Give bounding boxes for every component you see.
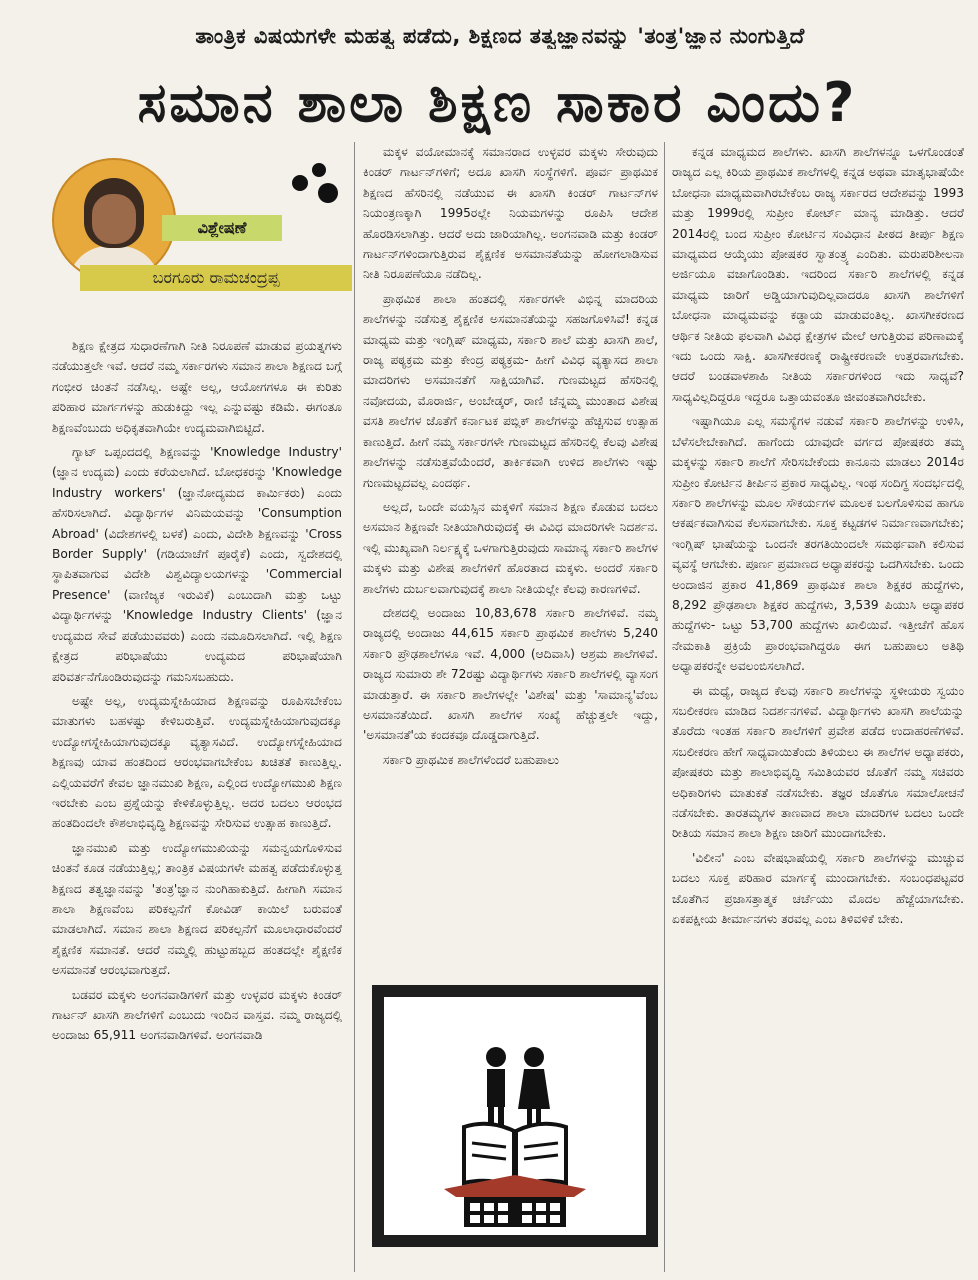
headline: ಸಮಾನ ಶಾಲಾ ಶಿಕ್ಷಣ ಸಾಕಾರ ಎಂದು?	[137, 71, 858, 134]
author-name: ಬರಗೂರು ರಾಮಚಂದ್ರಪ್ಪ	[80, 265, 352, 291]
column-divider	[664, 142, 665, 1272]
kicker-line: ತಾಂತ್ರಿಕ ವಿಷಯಗಳೇ ಮಹತ್ವ ಪಡೆದು, ಶಿಕ್ಷಣದ ತತ್ವಜ್ಞಾನವನ್ನು 'ತಂತ್ರ'ಜ್ಞಾನ ನುಂಗುತ್ತಿದೆ	[195, 24, 805, 48]
paragraph: ಕನ್ನಡ ಮಾಧ್ಯಮದ ಶಾಲೆಗಳು. ಖಾಸಗಿ ಶಾಲೆಗಳನ್ನೂ ಒಳಗೊಂಡಂತೆ ರಾಜ್ಯದ ಎಲ್ಲ ಕಿರಿಯ ಪ್ರಾಥಮಿಕ ಶಾಲೆಗಳಲ್ಲಿ ಕನ್ನಡ ಅಥವಾ ಮಾತೃಭಾಷೆಯೇ ಬೋಧನಾ ಮಾಧ್ಯಮವಾಗಿರಬೇಕೆಂಬ ರಾಜ್ಯ ಸರ್ಕಾರದ ಆದೇಶವನ್ನು 1993 ಮತ್ತು 1999ರಲ್ಲಿ ಸುಪ್ರೀಂ ಕೋರ್ಟ್ ಮಾನ್ಯ ಮಾಡಿತ್ತು. ಆದರೆ 2014ರಲ್ಲಿ ಬಂದ ಸುಪ್ರೀಂ ಕೋರ್ಟಿನ ಸಂವಿಧಾನ ಪೀಠದ ತೀರ್ಪು ಶಿಕ್ಷಣ ಮಾಧ್ಯಮದ ಆಯ್ಕೆಯು ಪೋಷಕರ ಸ್ವಾತಂತ್ರ್ಯ ಎಂದಿತು. ಮರುಪರಿಶೀಲನಾ ಅರ್ಜಿಯೂ ವಜಾಗೊಂಡಿತು. ಇದರಿಂದ ಸರ್ಕಾರಿ ಶಾಲೆಗಳಲ್ಲಿ ಕನ್ನಡ ಮಾಧ್ಯಮ ಜಾರಿಗೆ ಅಡ್ಡಿಯಾಗುವುದಿಲ್ಲವಾದರೂ ಖಾಸಗಿ ಶಾಲೆಗಳಿಗೆ ಬೋಧನಾ ಮಾಧ್ಯಮವನ್ನು ಕಡ್ಡಾಯ ಮಾಡುವಂತಿಲ್ಲ. ಖಾಸಗೀಕರಣದ ಆರ್ಥಿಕ ನೀತಿಯ ಫಲವಾಗಿ ವಿವಿಧ ಕ್ಷೇತ್ರಗಳ ಮೇಲೆ ಆಗುತ್ತಿರುವ ಪರಿಣಾಮಕ್ಕೆ ಇದು ಒಂದು ಸಾಕ್ಷಿ. ಖಾಸಗೀಕರಣಕ್ಕೆ ರಾಷ್ಟ್ರೀಕರಣವೇ ಉತ್ತರವಾಗಬೇಕು. ಆದರೆ ಬಂಡವಾಳಶಾಹಿ ನೀತಿಯ ಸರ್ಕಾರಗಳಿಂದ ಇದು ಸಾಧ್ಯವೆ? ಸಾಧ್ಯವಿಲ್ಲದಿದ್ದರೂ ಇದ್ದರೂ ಒತ್ತಾಯವಂತೂ ಜೀವಂತವಾಗಿರಬೇಕು.	[672, 145, 964, 404]
author-photo	[52, 158, 176, 282]
children-reading-book-icon	[372, 985, 658, 1247]
paragraph: ಜ್ಞಾನಮುಖಿ ಮತ್ತು ಉದ್ಯೋಗಮುಖಿಯನ್ನು ಸಮನ್ವಯಗೊಳಿಸುವ ಚಿಂತನೆ ಕೂಡ ನಡೆಯುತ್ತಿಲ್ಲ; ತಾಂತ್ರಿಕ ವಿಷಯಗಳೇ ಮಹತ್ವ ಪಡೆದುಕೊಳ್ಳುತ್ತ ಶಿಕ್ಷಣದ ತತ್ವಜ್ಞಾನವನ್ನು 'ತಂತ್ರ'ಜ್ಞಾನ ನುಂಗಿಹಾಕುತ್ತಿದೆ. ಹೀಗಾಗಿ ಸಮಾನ ಶಾಲಾ ಶಿಕ್ಷಣವೆಂಬ ಪರಿಕಲ್ಪನೆಗೆ ಕೋವಿಡ್ ಕಾಯಿಲೆ ಬರುವಂತೆ ಮಾಡಲಾಗಿದೆ. ಸಮಾನ ಶಾಲಾ ಶಿಕ್ಷಣದ ಪರಿಕಲ್ಪನೆಗೆ ಮೂಲಾಧಾರವೆಂದರೆ ಶೈಕ್ಷಣಿಕ ಸಮಾನತೆ. ಆದರೆ ನಮ್ಮಲ್ಲಿ ಹುಟ್ಟುಹಬ್ಬದ ಹಂತದಲ್ಲೇ ಶೈಕ್ಷಣಿಕ ಅಸಮಾನತೆ ಆರಂಭವಾಗುತ್ತದೆ.	[52, 840, 342, 978]
article-column-2	[363, 142, 658, 972]
paragraph: ಈ ಮಧ್ಯೆ, ರಾಜ್ಯದ ಕೆಲವು ಸರ್ಕಾರಿ ಶಾಲೆಗಳನ್ನು ಸ್ಥಳೀಯರು ಸ್ವಯಂ ಸಬಲೀಕರಣ ಮಾಡಿದ ನಿದರ್ಶನಗಳಿವೆ. ವಿದ್ಯಾರ್ಥಿಗಳು ಖಾಸಗಿ ಶಾಲೆಯನ್ನು ತೊರೆದು ಇಂತಹ ಸರ್ಕಾರಿ ಶಾಲೆಗಳಿಗೆ ಪ್ರವೇಶ ಪಡೆದ ಉದಾಹರಣೆಗಳಿವೆ. ಸಬಲೀಕರಣ ಹೇಗೆ ಸಾಧ್ಯವಾಯಿತೆಂದು ತಿಳಿಯಲು ಈ ಶಾಲೆಗಳ ಅಧ್ಯಾಪಕರು, ಪೋಷಕರು ಮತ್ತು ಶಾಲಾಭಿವೃದ್ಧಿ ಸಮಿತಿಯವರ ಜೊತೆಗೆ ನಮ್ಮ ಸಚಿವರು ಅಧಿಕಾರಿಗಳು ಮಾತುಕತೆ ನಡೆಸಬೇಕು. ತಜ್ಞರ ಜೊತೆಗೂ ಸಮಾಲೋಚನೆ ನಡೆಸಬೇಕು. ತಾರತಮ್ಯಗಳ ತಾಣವಾದ ಶಾಲಾ ಮಾದರಿಗಳ ಬದಲು ಒಂದೇ ರೀತಿಯ ಸಮಾನ ಶಾಲಾ ಶಿಕ್ಷಣ ಜಾರಿಗೆ ಮುಂದಾಗಬೇಕು.	[672, 683, 964, 841]
paragraph: ಶಿಕ್ಷಣ ಕ್ಷೇತ್ರದ ಸುಧಾರಣೆಗಾಗಿ ನೀತಿ ನಿರೂಪಣೆ ಮಾಡುವ ಪ್ರಯತ್ನಗಳು ನಡೆಯುತ್ತಲೇ ಇವೆ. ಆದರೆ ನಮ್ಮ ಸರ್ಕಾರಗಳು ಸಮಾನ ಶಾಲಾ ಶಿಕ್ಷಣದ ಬಗ್ಗೆ ಗಂಭೀರ ಚಿಂತನೆ ನಡೆಸಿಲ್ಲ. ಅಷ್ಟೇ ಅಲ್ಲ, ಆಯೋಗಗಳೂ ಈ ಕುರಿತು ಪರಿಹಾರ ಮಾರ್ಗಗಳನ್ನು ಹುಡುಕಿದ್ದು ಇಲ್ಲ ಎನ್ನುವಷ್ಟು ಕಡಿಮೆ. ಈಗಂತೂ ಶಿಕ್ಷಣವೆಂಬುದು ಅಧಿಕೃತವಾಗಿಯೇ ಉದ್ಯಮವಾಗಿಬಿಟ್ಟಿದೆ.	[52, 339, 342, 435]
article-column-3	[672, 142, 964, 1274]
paragraph: ಅಷ್ಟೇ ಅಲ್ಲ, ಉದ್ಯಮಸ್ನೇಹಿಯಾದ ಶಿಕ್ಷಣವನ್ನು ರೂಪಿಸಬೇಕೆಂಬ ಮಾತುಗಳು ಬಹಳಷ್ಟು ಕೇಳಿಬರುತ್ತಿವೆ. ಉದ್ಯಮಸ್ನೇಹಿಯಾಗುವುದಕ್ಕೂ ಉದ್ಯೋಗಸ್ನೇಹಿಯಾಗುವುದಕ್ಕೂ ವ್ಯತ್ಯಾಸವಿದೆ. ಉದ್ಯೋಗಸ್ನೇಹಿಯಾದ ಶಿಕ್ಷಣವು ಯಾವ ಹಂತದಿಂದ ಆರಂಭವಾಗಬೇಕೆಂಬ ಖಚಿತತೆ ಕಾಣುತ್ತಿಲ್ಲ. ಎಲ್ಲಿಯವರೆಗೆ ಕೇವಲ ಜ್ಞಾನಮುಖಿ ಶಿಕ್ಷಣ, ಎಲ್ಲಿಂದ ಉದ್ಯೋಗಮುಖಿ ಶಿಕ್ಷಣ ಇರಬೇಕು ಎಂಬ ಪ್ರಶ್ನೆಯನ್ನು ಕೇಳಿಕೊಳ್ಳುತ್ತಿಲ್ಲ. ಅದರ ಬದಲು ಆರಂಭದ ಹಂತದಿಂದಲೇ ಕೌಶಲಾಭಿವೃದ್ಧಿ ಶಿಕ್ಷಣವನ್ನು ಸೇರಿಸುವ ಉತ್ಸಾಹ ಕಾಣುತ್ತಿದೆ.	[52, 693, 342, 831]
paragraph: ಸರ್ಕಾರಿ ಪ್ರಾಥಮಿಕ ಶಾಲೆಗಳೆಂದರೆ ಬಹುಪಾಲು	[383, 752, 560, 767]
paragraph: ಅಲ್ಲದೆ, ಒಂದೇ ವಯಸ್ಸಿನ ಮಕ್ಕಳಿಗೆ ಸಮಾನ ಶಿಕ್ಷಣ ಕೊಡುವ ಬದಲು ಅಸಮಾನ ಶಿಕ್ಷಣವೇ ನೀತಿಯಾಗಿರುವುದಕ್ಕೆ ಈ ವಿವಿಧ ಮಾದರಿಗಳೇ ನಿದರ್ಶನ. ಇಲ್ಲಿ ಮುಖ್ಯವಾಗಿ ನಿರ್ಲಕ್ಷ್ಯಕ್ಕೆ ಒಳಗಾಗುತ್ತಿರುವುದು ಸಾಮಾನ್ಯ ಸರ್ಕಾರಿ ಶಾಲೆಗಳ ಮಕ್ಕಳು ಮತ್ತು ವಿಶೇಷ ಶಾಲೆಗಳಿಗೆ ಹೊರತಾದ ಮಕ್ಕಳು. ಅಂದರೆ ಸರ್ಕಾರಿ ಶಾಲೆಗಳು ದುರ್ಬಲವಾಗುವುದಕ್ಕೆ ಶಾಲಾ ನೀತಿಯಲ್ಲೇ ಕೆಲವು ಕಾರಣಗಳಿವೆ.	[363, 499, 658, 596]
paragraph: 'ವಿಲೀನ' ಎಂಬ ವೇಷಭಾಷೆಯಲ್ಲಿ ಸರ್ಕಾರಿ ಶಾಲೆಗಳನ್ನು ಮುಚ್ಚುವ ಬದಲು ಸೂಕ್ತ ಪರಿಹಾರ ಮಾರ್ಗಕ್ಕೆ ಮುಂದಾಗಬೇಕು. ಸಂಬಂಧಪಟ್ಟವರ ಜೊತೆಗಿನ ಪ್ರಜಾಸತ್ತಾತ್ಮಕ ಚರ್ಚೆಯು ಮೊದಲ ಹೆಜ್ಜೆಯಾಗಬೇಕು. ಏಕಪಕ್ಷೀಯ ತೀರ್ಮಾನಗಳು ತರವಲ್ಲ ಎಂಬ ತಿಳಿವಳಿಕೆ ಬೇಕು.	[672, 850, 964, 927]
column-tag: ವಿಶ್ಲೇಷಣೆ	[162, 215, 282, 241]
paragraph: ಇಷ್ಟಾಗಿಯೂ ಎಲ್ಲ ಸಮಸ್ಯೆಗಳ ನಡುವೆ ಸರ್ಕಾರಿ ಶಾಲೆಗಳನ್ನು ಉಳಿಸಿ, ಬೆಳೆಸಲೇಬೇಕಾಗಿದೆ. ಹಾಗೆಂದು ಯಾವುದೇ ವರ್ಗದ ಪೋಷಕರು ತಮ್ಮ ಮಕ್ಕಳನ್ನು ಸರ್ಕಾರಿ ಶಾಲೆಗೆ ಸೇರಿಸಬೇಕೆಂದು ಕಾನೂನು ಮಾಡಲು 2014ರ ಸುಪ್ರೀಂ ಕೋರ್ಟಿನ ತೀರ್ಪಿನ ಪ್ರಕಾರ ಸಾಧ್ಯವಿಲ್ಲ. ಇಂಥ ಸಂದಿಗ್ಧ ಸಂದರ್ಭದಲ್ಲಿ ಸರ್ಕಾರಿ ಶಾಲೆಗಳನ್ನು ಮೂಲ ಸೌಕರ್ಯಗಳ ಮೂಲಕ ಬಲಗೊಳಿಸುವ ಹಾಗೂ ಆಕರ್ಷಕವಾಗಿಸುವ ಕೆಲಸವಾಗಬೇಕು. ಸೂಕ್ತ ಕಟ್ಟಡಗಳ ನಿರ್ಮಾಣವಾಗಬೇಕು; ಇಂಗ್ಲಿಷ್ ಭಾಷೆಯನ್ನು ಒಂದನೇ ತರಗತಿಯಿಂದಲೇ ಸಮರ್ಥವಾಗಿ ಕಲಿಸುವ ವ್ಯವಸ್ಥೆ ಆಗಬೇಕು. ಪೂರ್ಣ ಪ್ರಮಾಣದ ಅಧ್ಯಾಪಕರನ್ನು ಒದಗಿಸಬೇಕು. ಒಂದು ಅಂದಾಜಿನ ಪ್ರಕಾರ 41,869 ಪ್ರಾಥಮಿಕ ಶಾಲಾ ಶಿಕ್ಷಕರ ಹುದ್ದೆಗಳು, 8,292 ಪ್ರೌಢಶಾಲಾ ಶಿಕ್ಷಕರ ಹುದ್ದೆಗಳು, 3,539 ಪಿಯುಸಿ ಅಧ್ಯಾಪಕರ ಹುದ್ದೆಗಳು- ಒಟ್ಟು 53,700 ಹುದ್ದೆಗಳು ಖಾಲಿಯಿವೆ. ಇತ್ತೀಚೆಗೆ ಹೊಸ ನೇಮಕಾತಿ ಪ್ರಕ್ರಿಯೆ ಪ್ರಾರಂಭವಾಗಿದ್ದರೂ ಈಗ ಬಹುಪಾಲು ಅತಿಥಿ ಅಧ್ಯಾಪಕರನ್ನೇ ಅವಲಂಬಿಸಲಾಗಿದೆ.	[672, 414, 964, 674]
article-column-1	[52, 336, 342, 1274]
paragraph: ಬಡವರ ಮಕ್ಕಳು ಅಂಗನವಾಡಿಗಳಿಗೆ ಮತ್ತು ಉಳ್ಳವರ ಮಕ್ಕಳು ಕಿಂಡರ್ ಗಾರ್ಟನ್ ಖಾಸಗಿ ಶಾಲೆಗಳಿಗೆ ಎಂಬುದು ಇಂದಿನ ವಾಸ್ತವ. ನಮ್ಮ ರಾಜ್ಯದಲ್ಲಿ ಅಂದಾಜು 65,911 ಅಂಗನವಾಡಿಗಳಿವೆ. ಅಂಗನವಾಡಿ	[52, 987, 342, 1043]
paragraph: ಗ್ಯಾಟ್ ಒಪ್ಪಂದದಲ್ಲಿ ಶಿಕ್ಷಣವನ್ನು 'Knowledge Industry' (ಜ್ಞಾನ ಉದ್ಯಮ) ಎಂದು ಕರೆಯಲಾಗಿದೆ. ಬೋಧಕರನ್ನು 'Knowledge Industry workers' (ಜ್ಞಾನೋದ್ಯಮದ ಕಾರ್ಮಿಕರು) ಎಂದು ಹೆಸರಿಸಲಾಗಿದೆ. ವಿದ್ಯಾರ್ಥಿಗಳ ವಿನಿಮಯವನ್ನು 'Consumption Abroad' (ವಿದೇಶಗಳಲ್ಲಿ ಬಳಕೆ) ಎಂದು, ವಿದೇಶಿ ಶಿಕ್ಷಣವನ್ನು 'Cross Border Supply' (ಗಡಿಯಾಚೆಗೆ ಪೂರೈಕೆ) ಎಂದು, ಸ್ವದೇಶದಲ್ಲಿ ಸ್ಥಾಪಿತವಾಗುವ ವಿದೇಶಿ ವಿಶ್ವವಿದ್ಯಾಲಯಗಳನ್ನು 'Commercial Presence' (ವಾಣಿಜ್ಯಕ ಇರುವಿಕೆ) ಎಂಬುದಾಗಿ ಮತ್ತು ಒಟ್ಟು ವಿದ್ಯಾರ್ಥಿಗಳನ್ನು 'Knowledge Industry Clients' (ಜ್ಞಾನ ಉದ್ಯಮದ ಸೇವೆ ಪಡೆಯುವವರು) ಎಂದು ನಮೂದಿಸಲಾಗಿದೆ. ಇಲ್ಲಿ ಶಿಕ್ಷಣ ಕ್ಷೇತ್ರದ ಪರಿಭಾಷೆಯು ಉದ್ಯಮದ ಪರಿಭಾಷೆಯಾಗಿ ಪರಿವರ್ತನೆಗೊಂಡಿರುವುದನ್ನು ಗಮನಿಸಬಹುದು.	[52, 445, 342, 684]
byline-block	[52, 155, 352, 325]
paragraph: ಪ್ರಾಥಮಿಕ ಶಾಲಾ ಹಂತದಲ್ಲಿ ಸರ್ಕಾರಗಳೇ ವಿಭಿನ್ನ ಮಾದರಿಯ ಶಾಲೆಗಳನ್ನು ನಡೆಸುತ್ತ ಶೈಕ್ಷಣಿಕ ಅಸಮಾನತೆಯನ್ನು ಸಹಜಗೊಳಿಸಿವೆ! ಕನ್ನಡ ಮಾಧ್ಯಮ ಮತ್ತು ಇಂಗ್ಲಿಷ್ ಮಾಧ್ಯಮ, ಸರ್ಕಾರಿ ಶಾಲೆ ಮತ್ತು ಖಾಸಗಿ ಶಾಲೆ, ರಾಜ್ಯ ಪಠ್ಯಕ್ರಮ ಮತ್ತು ಕೇಂದ್ರ ಪಠ್ಯಕ್ರಮ- ಹೀಗೆ ವಿವಿಧ ವ್ಯತ್ಯಾಸದ ಶಾಲಾ ಮಾದರಿಗಳು ಅಸಮಾನತೆಗೆ ಸಾಕ್ಷಿಯಾಗಿವೆ. ಗುಣಮಟ್ಟದ ಹೆಸರಿನಲ್ಲಿ ನವೋದಯ, ಮೊರಾರ್ಜಿ, ಅಂಬೇಡ್ಕರ್, ರಾಣಿ ಚೆನ್ನಮ್ಮ ಮುಂತಾದ ವಿಶೇಷ ವಸತಿ ಶಾಲೆಗಳ ಜೊತೆಗೆ ಕರ್ನಾಟಕ ಪಬ್ಲಿಕ್ ಶಾಲೆಗಳನ್ನು ಹೆಚ್ಚಿಸುವ ಉತ್ಸಾಹ ಕಾಣುತ್ತಿದೆ. ಹೀಗೆ ನಮ್ಮ ಸರ್ಕಾರಗಳೇ ಗುಣಮಟ್ಟದ ಹೆಸರಿನಲ್ಲಿ ಕೆಲವು ವಿಶೇಷ ಶಾಲೆಗಳನ್ನು ನಡೆಸುತ್ತವೆಯೆಂದರೆ, ತಾರ್ಕಿಕವಾಗಿ ಉಳಿದ ಶಾಲೆಗಳು ಇಷ್ಟು ಗುಣಮಟ್ಟದವಲ್ಲ ಎಂದರ್ಥ.	[363, 291, 658, 490]
column-divider	[354, 142, 355, 1272]
paragraph: ಮಕ್ಕಳ ವಯೋಮಾನಕ್ಕೆ ಸಮಾನರಾದ ಉಳ್ಳವರ ಮಕ್ಕಳು ಸೇರುವುದು ಕಿಂಡರ್ ಗಾರ್ಟನ್‌ಗಳಿಗೆ; ಅದೂ ಖಾಸಗಿ ಸಂಸ್ಥೆಗಳಿಗೆ. ಪೂರ್ವ ಪ್ರಾಥಮಿಕ ಶಿಕ್ಷಣದ ಹೆಸರಿನಲ್ಲಿ ನಡೆಯುವ ಈ ಖಾಸಗಿ ಕಿಂಡರ್ ಗಾರ್ಟನ್‌ಗಳ ನಿಯಂತ್ರಣಕ್ಕಾಗಿ 1995ರಲ್ಲೇ ನಿಯಮಗಳನ್ನು ರೂಪಿಸಿ ಆದೇಶ ಹೊರಡಿಸಲಾಗಿತ್ತು. ಆದರೆ ಅದು ಜಾರಿಯಾಗಿಲ್ಲ. ಅಂಗನವಾಡಿ ಮತ್ತು ಕಿಂಡರ್ ಗಾರ್ಟನ್‌ಗಳಿಂದಾಗುತ್ತಿರುವ ಶೈಕ್ಷಣಿಕ ಅಸಮಾನತೆಯನ್ನು ಹೋಗಲಾಡಿಸುವ ನೀತಿ ನಿರೂಪಣೆಯೂ ನಡೆದಿಲ್ಲ.	[363, 145, 658, 282]
illustration-svg	[384, 997, 646, 1235]
paragraph: ದೇಶದಲ್ಲಿ ಅಂದಾಜು 10,83,678 ಸರ್ಕಾರಿ ಶಾಲೆಗಳಿವೆ. ನಮ್ಮ ರಾಜ್ಯದಲ್ಲಿ ಅಂದಾಜು 44,615 ಸರ್ಕಾರಿ ಪ್ರಾಥಮಿಕ ಶಾಲೆಗಳು 5,240 ಸರ್ಕಾರಿ ಪ್ರೌಢಶಾಲೆಗಳೂ ಇವೆ. 4,000 (ಆದಿವಾಸಿ) ಆಶ್ರಮ ಶಾಲೆಗಳಿವೆ. ರಾಜ್ಯದ ಸುಮಾರು ಶೇ 72ರಷ್ಟು ವಿದ್ಯಾರ್ಥಿಗಳು ಸರ್ಕಾರಿ ಶಾಲೆಗಳಲ್ಲಿ ವ್ಯಾಸಂಗ ಮಾಡುತ್ತಾರೆ. ಈ ಸರ್ಕಾರಿ ಶಾಲೆಗಳಲ್ಲೇ 'ವಿಶೇಷ' ಮತ್ತು 'ಸಾಮಾನ್ಯ'ವೆಂಬ ಅಸಮಾನತೆಯಿದೆ. ಖಾಸಗಿ ಶಾಲೆಗಳ ಸಂಖ್ಯೆ ಹೆಚ್ಚುತ್ತಲೇ ಇದ್ದು, 'ಅಸಮಾನತೆ'ಯ ಕಂದಕವೂ ದೊಡ್ಡದಾಗುತ್ತಿದೆ.	[363, 605, 658, 743]
